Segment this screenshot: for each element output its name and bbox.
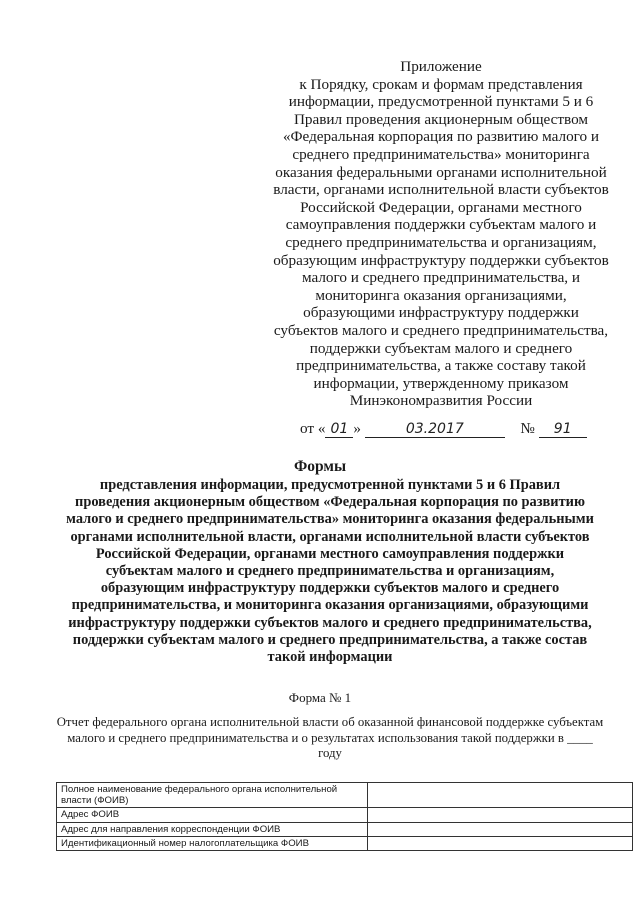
table-cell-label: Полное наименование федерального органа исполнительной власти (ФОИВ)	[57, 783, 368, 808]
forms-description-line: малого и среднего предпринимательства» мониторинга оказания федеральными	[66, 511, 594, 528]
table-cell-value[interactable]	[368, 808, 633, 822]
appendix-line: информации, утвержденному приказом	[313, 374, 569, 392]
table-cell-label: Идентификационный номер налогоплательщика ФОИВ	[57, 836, 368, 850]
table-row	[57, 808, 633, 822]
order-number-label: №	[520, 420, 535, 437]
forms-description-line: поддержки субъектам малого и среднего предпринимательства, а также состав	[72, 631, 588, 648]
appendix-line: Правил проведения акционерным обществом	[293, 110, 589, 128]
forms-description-line: проведения акционерным обществом «Федеральная корпорация по развитию	[75, 494, 585, 511]
appendix-block	[262, 58, 620, 410]
forms-description-line: предпринимательства, и мониторинга оказания организациями, образующими	[71, 597, 589, 614]
order-date-mid: »	[353, 420, 362, 437]
forms-description	[28, 477, 632, 666]
forms-description-line: такой информации	[267, 649, 393, 666]
appendix-line: поддержки субъектам малого и среднего	[309, 339, 573, 357]
order-number: 91	[539, 421, 587, 438]
appendix-line: Приложение	[400, 58, 482, 75]
appendix-line: к Порядку, срокам и формам представления	[299, 75, 583, 93]
table-cell-value[interactable]	[368, 822, 633, 836]
appendix-line: Российской Федерации, органами местного	[300, 198, 582, 216]
appendix-line: информации, предусмотренной пунктами 5 и 6	[288, 93, 594, 111]
report-title-line: году	[318, 746, 342, 761]
forms-description-line: органами исполнительной власти, органами исполнительной власти субъектов	[70, 528, 590, 545]
appendix-line: оказания федеральными органами исполнительной	[275, 163, 607, 181]
form-number-label: Форма № 1	[288, 690, 352, 705]
table-row	[57, 783, 633, 808]
forms-description-line: образующим инфраструктуру поддержки субъектов малого и среднего	[100, 580, 560, 597]
table-cell-value[interactable]	[368, 836, 633, 850]
appendix-line: «Федеральная корпорация по развитию малого и	[282, 128, 600, 146]
forms-description-line: Российской Федерации, органами местного самоуправления поддержки	[95, 545, 565, 562]
forms-title: Формы	[293, 458, 347, 475]
appendix-line: образующими инфраструктуру поддержки	[303, 304, 579, 322]
appendix-line: среднего предпринимательства и организациям,	[285, 233, 597, 251]
order-month-year: 03.2017	[365, 421, 505, 438]
appendix-line: мониторинга оказания организациями,	[315, 286, 567, 304]
table-cell-label: Адрес ФОИВ	[57, 808, 368, 822]
appendix-line: Минэкономразвития России	[349, 392, 533, 410]
appendix-line: предпринимательства, а также составу такой	[296, 357, 586, 375]
appendix-line: субъектов малого и среднего предпринимательства,	[273, 321, 609, 339]
appendix-line: малого и среднего предпринимательства, и	[301, 269, 581, 287]
forms-description-line: субъектам малого и среднего предпринимательства и организациям,	[105, 563, 555, 580]
table-row	[57, 822, 633, 836]
forms-description-line: инфраструктуру поддержки субъектов малого и среднего предпринимательства,	[68, 614, 592, 631]
report-title-line: малого и среднего предпринимательства и о результатах использования такой поддержки в ____	[67, 730, 593, 745]
order-date-line	[300, 420, 587, 438]
forms-description-line: представления информации, предусмотренной пунктами 5 и 6 Правил	[99, 477, 561, 493]
appendix-line: власти, органами исполнительной власти субъектов	[273, 181, 609, 199]
foiv-info-table	[56, 782, 633, 851]
appendix-line: самоуправления поддержки субъектам малого и	[285, 216, 597, 234]
appendix-line: образующим инфраструктуру поддержки субъектов	[273, 251, 609, 269]
order-day: 01	[325, 421, 353, 438]
table-cell-label: Адрес для направления корреспонденции ФОИВ	[57, 822, 368, 836]
appendix-line: среднего предпринимательства» мониторинга	[292, 145, 590, 163]
table-cell-value[interactable]	[368, 783, 633, 808]
table-row	[57, 836, 633, 850]
report-title-line: Отчет федерального органа исполнительной власти об оказанной финансовой поддержке субъектам	[56, 715, 604, 729]
report-title	[30, 715, 630, 762]
order-date-prefix: от «	[300, 420, 326, 437]
